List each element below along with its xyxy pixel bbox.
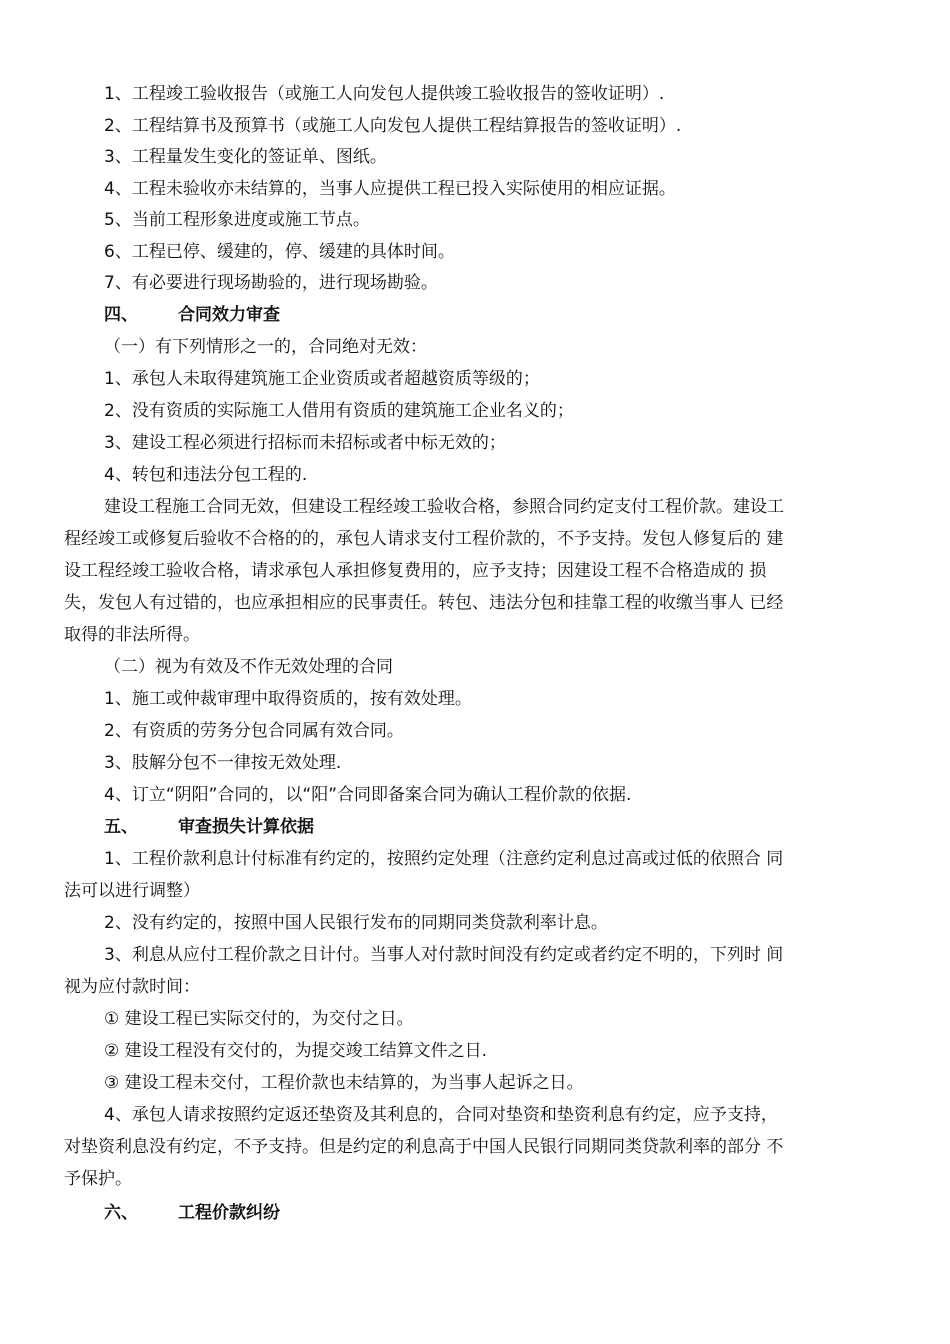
paragraph-line: 4、承包人请求按照约定返还垫资及其利息的，合同对垫资和垫资利息有约定，应予支持，	[104, 1105, 778, 1125]
paragraph-line: 1、工程价款利息计付标准有约定的，按照约定处理（注意约定利息过高或过低的依照合 同	[104, 849, 784, 869]
paragraph-line: 建设工程施工合同无效，但建设工程经竣工验收合格，参照合同约定支付工程价款。建设工	[104, 497, 784, 517]
list-item: 4、工程未验收亦未结算的，当事人应提供工程已投入实际使用的相应证据。	[104, 179, 676, 199]
section-heading	[104, 1202, 280, 1224]
paragraph-line: 对垫资利息没有约定，不予支持。但是约定的利息高于中国人民银行同期同类贷款利率的部分 不	[64, 1137, 784, 1157]
section-number: 四、	[104, 305, 138, 325]
list-item: 6、工程已停、缓建的，停、缓建的具体时间。	[104, 242, 455, 262]
paragraph-line: 视为应付款时间：	[64, 977, 200, 997]
list-item: 3、肢解分包不一律按无效处理.	[104, 753, 342, 773]
list-item: 5、当前工程形象进度或施工节点。	[104, 210, 370, 230]
list-item: 2、有资质的劳务分包合同属有效合同。	[104, 721, 404, 741]
section-title: 合同效力审查	[178, 305, 280, 325]
section-title: 审查损失计算依据	[178, 817, 314, 837]
paragraph-line: 取得的非法所得。	[64, 625, 200, 645]
paragraph-line: 失，发包人有过错的，也应承担相应的民事责任。转包、违法分包和挂靠工程的收缴当事人 已经	[64, 593, 784, 613]
list-item: 4、转包和违法分包工程的.	[104, 465, 308, 485]
list-item: 3、工程量发生变化的签证单、图纸。	[104, 147, 387, 167]
list-item: 4、订立“阴阳”合同的，以“阳”合同即备案合同为确认工程价款的依据.	[104, 785, 632, 805]
section-title: 工程价款纠纷	[178, 1203, 280, 1223]
section-heading	[104, 304, 280, 326]
list-item: 2、工程结算书及预算书（或施工人向发包人提供工程结算报告的签收证明）.	[104, 116, 682, 136]
paragraph-line: 3、利息从应付工程价款之日计付。当事人对付款时间没有约定或者约定不明的，下列时 间	[104, 945, 784, 965]
paragraph-line: 法可以进行调整）	[64, 881, 200, 901]
list-item: 1、施工或仲裁审理中取得资质的，按有效处理。	[104, 689, 472, 709]
list-item: 1、承包人未取得建筑施工企业资质或者超越资质等级的；	[104, 369, 540, 389]
list-item: 3、建设工程必须进行招标而未招标或者中标无效的；	[104, 433, 506, 453]
list-item: ② 建设工程没有交付的，为提交竣工结算文件之日.	[104, 1041, 488, 1061]
list-item: ③ 建设工程未交付，工程价款也未结算的，为当事人起诉之日。	[104, 1073, 584, 1093]
paragraph-line: 设工程经竣工验收合格，请求承包人承担修复费用的，应予支持；因建设工程不合格造成的 损	[64, 561, 767, 581]
list-item: ① 建设工程已实际交付的，为交付之日。	[104, 1009, 414, 1029]
list-item: 2、没有资质的实际施工人借用有资质的建筑施工企业名义的；	[104, 401, 574, 421]
section-heading	[104, 816, 314, 838]
section-number: 六、	[104, 1203, 138, 1223]
paragraph-line: 2、没有约定的，按照中国人民银行发布的同期同类贷款利率计息。	[104, 913, 608, 933]
subsection-heading: （二）视为有效及不作无效处理的合同	[104, 657, 393, 677]
paragraph-line: 程经竣工或修复后验收不合格的的，承包人请求支付工程价款的，不予支持。发包人修复后的 建	[64, 529, 784, 549]
subsection-heading: （一）有下列情形之一的，合同绝对无效：	[104, 337, 427, 357]
list-item: 7、有必要进行现场勘验的，进行现场勘验。	[104, 273, 438, 293]
list-item: 1、工程竣工验收报告（或施工人向发包人提供竣工验收报告的签收证明）.	[104, 84, 665, 104]
section-number: 五、	[104, 817, 138, 837]
paragraph-line: 予保护。	[64, 1169, 132, 1189]
